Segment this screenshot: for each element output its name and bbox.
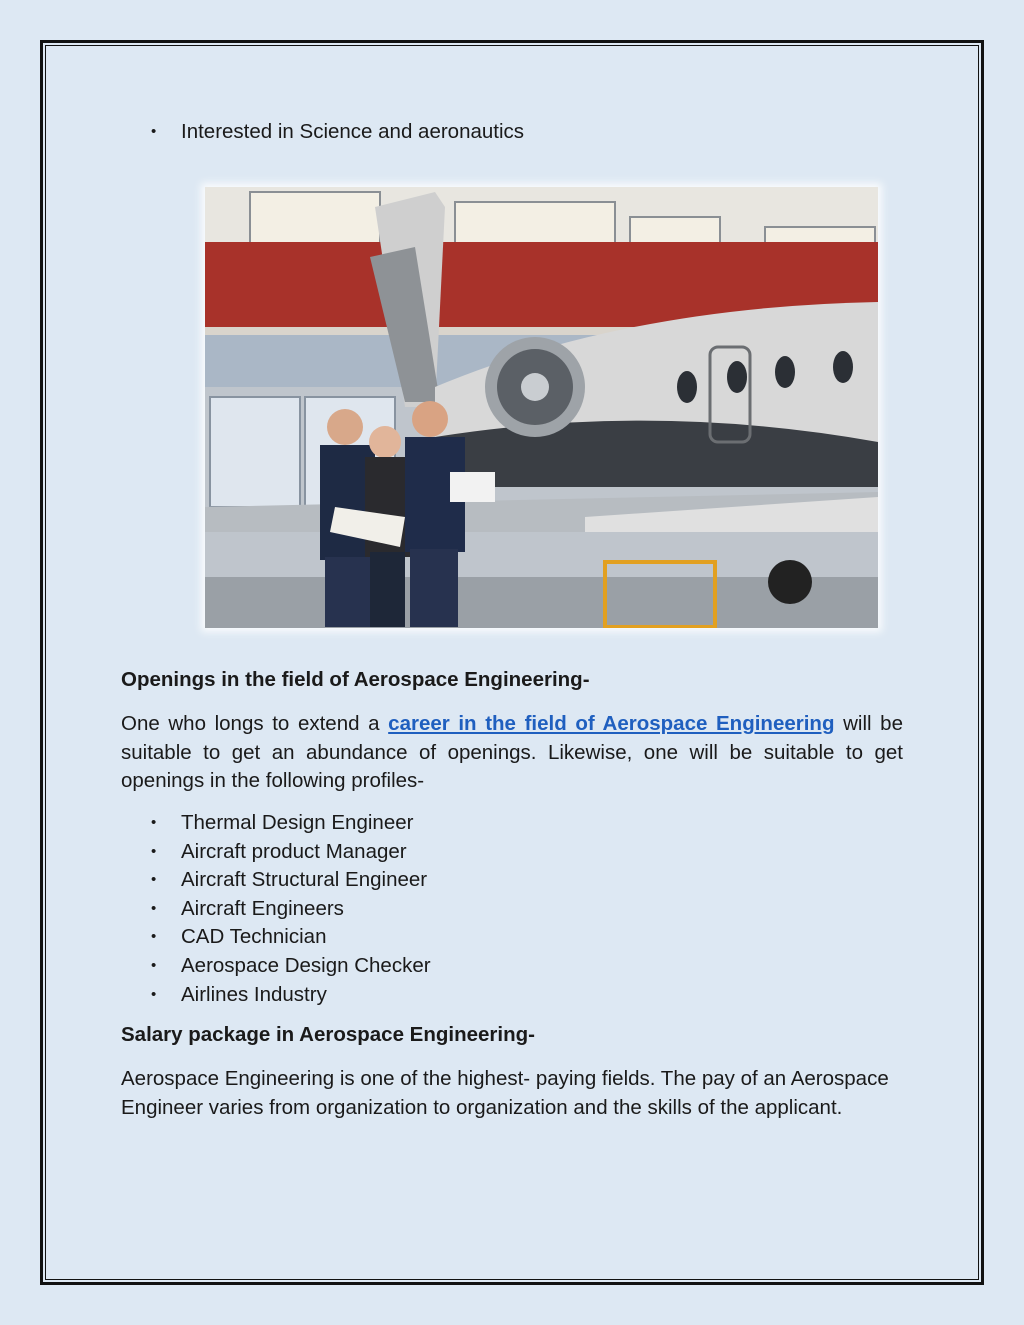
openings-text-before-link: One who longs to extend a: [121, 712, 389, 735]
salary-heading: Salary package in Aerospace Engineering-: [121, 1023, 535, 1046]
career-aerospace-link[interactable]: career in the field of Aerospace Engineering: [388, 712, 835, 735]
openings-text-after-link: will be suitable to get an abundance of openings. Likewise, one will be suitable to get openings in the following profiles-: [121, 712, 903, 793]
salary-paragraph: Aerospace Engineering is one of the highest- paying fields. The pay of an Aerospace Engineer varies from organization to organization and the skills of the applicant.: [121, 1067, 889, 1119]
list-item: • Aircraft Engineers: [121, 895, 903, 924]
openings-heading: Openings in the field of Aerospace Engineering-: [121, 668, 590, 691]
list-item: • Airlines Industry: [121, 981, 903, 1010]
list-item: • Aerospace Design Checker: [121, 952, 903, 981]
list-item: • Thermal Design Engineer: [121, 809, 903, 838]
aircraft-hangar-photo: [205, 187, 878, 628]
list-item: • Aircraft Structural Engineer: [121, 866, 903, 895]
intro-list: [121, 118, 903, 147]
openings-paragraph: [121, 710, 903, 796]
profiles-list: [121, 809, 903, 1009]
list-item: • Interested in Science and aeronautics: [121, 118, 903, 147]
list-item: • CAD Technician: [121, 923, 903, 952]
list-item: • Aircraft product Manager: [121, 838, 903, 867]
